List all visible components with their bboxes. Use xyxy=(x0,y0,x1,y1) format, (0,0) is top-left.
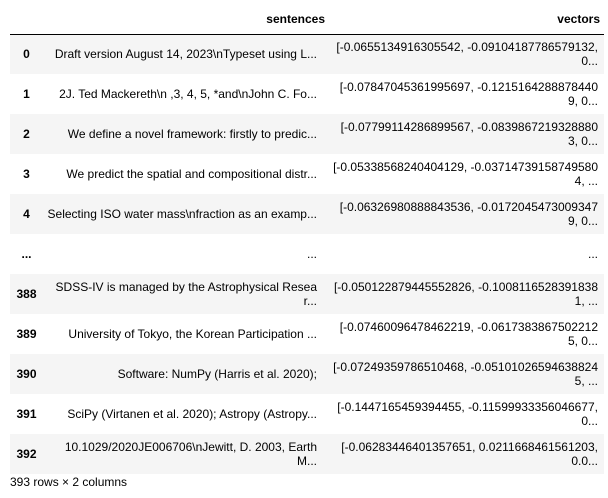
table-row xyxy=(10,114,604,154)
row-index: 1 xyxy=(23,87,30,101)
shape-summary: 393 rows × 2 columns xyxy=(10,475,128,489)
column-header-vectors: vectors xyxy=(329,4,604,34)
row-index: 388 xyxy=(16,287,37,301)
cell-vectors: [-0.0655134916305542, -0.09104187786579132, 0... xyxy=(336,40,598,69)
cell-sentences: Software: NumPy (Harris et al. 2020); xyxy=(117,367,317,381)
table-row xyxy=(10,74,604,114)
cell-vectors: ... xyxy=(587,247,598,261)
table-row xyxy=(10,434,604,474)
cell-sentences: We define a novel framework: firstly to predic... xyxy=(67,127,317,141)
index-header xyxy=(10,4,43,34)
cell-vectors: [-0.06283446401357651, 0.0211668461561203, 0.0... xyxy=(341,440,598,468)
row-index: 392 xyxy=(16,447,37,461)
cell-vectors: [-0.07249359786510468, -0.051010265946388245, ... xyxy=(333,360,598,388)
cell-vectors: [-0.05338568240404129, -0.037147391587495804, ... xyxy=(333,160,598,188)
cell-vectors: [-0.07847045361995697, -0.12151642888784409, 0... xyxy=(339,80,598,108)
table-row xyxy=(10,194,604,234)
cell-sentences: ... xyxy=(306,247,317,261)
cell-vectors: [-0.06326980888843536, -0.01720454730093479, 0... xyxy=(339,200,598,228)
table-row xyxy=(10,34,604,74)
cell-sentences: 2J. Ted Mackereth\n ,3, 4, 5, *and\nJohn C. Fo... xyxy=(59,87,317,101)
cell-sentences: Selecting ISO water mass\nfraction as an examp... xyxy=(47,207,317,221)
row-index: 390 xyxy=(16,367,37,381)
cell-sentences: 10.1029/2020JE006706\nJewitt, D. 2003, Earth M... xyxy=(64,440,317,468)
dataframe-table xyxy=(10,4,604,474)
row-index: 389 xyxy=(16,327,37,341)
table-row xyxy=(10,234,604,274)
cell-sentences: Draft version August 14, 2023\nTypeset using L... xyxy=(54,47,317,62)
table-row xyxy=(10,274,604,314)
table-header xyxy=(10,4,604,34)
cell-sentences: SciPy (Virtanen et al. 2020); Astropy (Astropy... xyxy=(67,407,317,421)
row-index: ... xyxy=(21,247,32,261)
table-row xyxy=(10,354,604,394)
cell-sentences: We predict the spatial and compositional distr... xyxy=(66,167,317,181)
header-row xyxy=(10,4,604,34)
table-body xyxy=(10,34,604,474)
table-row xyxy=(10,154,604,194)
cell-vectors: [-0.07799114286899567, -0.08398672193288803, 0... xyxy=(340,120,598,148)
row-index: 4 xyxy=(23,207,30,221)
cell-sentences: University of Tokyo, the Korean Participation ... xyxy=(68,327,317,341)
row-index: 3 xyxy=(23,167,30,181)
table-row xyxy=(10,314,604,354)
column-header-sentences: sentences xyxy=(43,4,329,34)
row-index: 391 xyxy=(16,407,37,421)
table-row xyxy=(10,394,604,434)
cell-vectors: [-0.1447165459394455, -0.11599933356046677, 0... xyxy=(337,400,598,428)
row-index: 0 xyxy=(23,47,30,62)
cell-vectors: [-0.07460096478462219, -0.06173838675022125, 0... xyxy=(339,320,598,348)
cell-vectors: [-0.050122879445552826, -0.10081165283918381, ... xyxy=(333,280,598,308)
row-index: 2 xyxy=(23,127,30,141)
cell-sentences: SDSS-IV is managed by the Astrophysical Resear... xyxy=(55,280,317,308)
